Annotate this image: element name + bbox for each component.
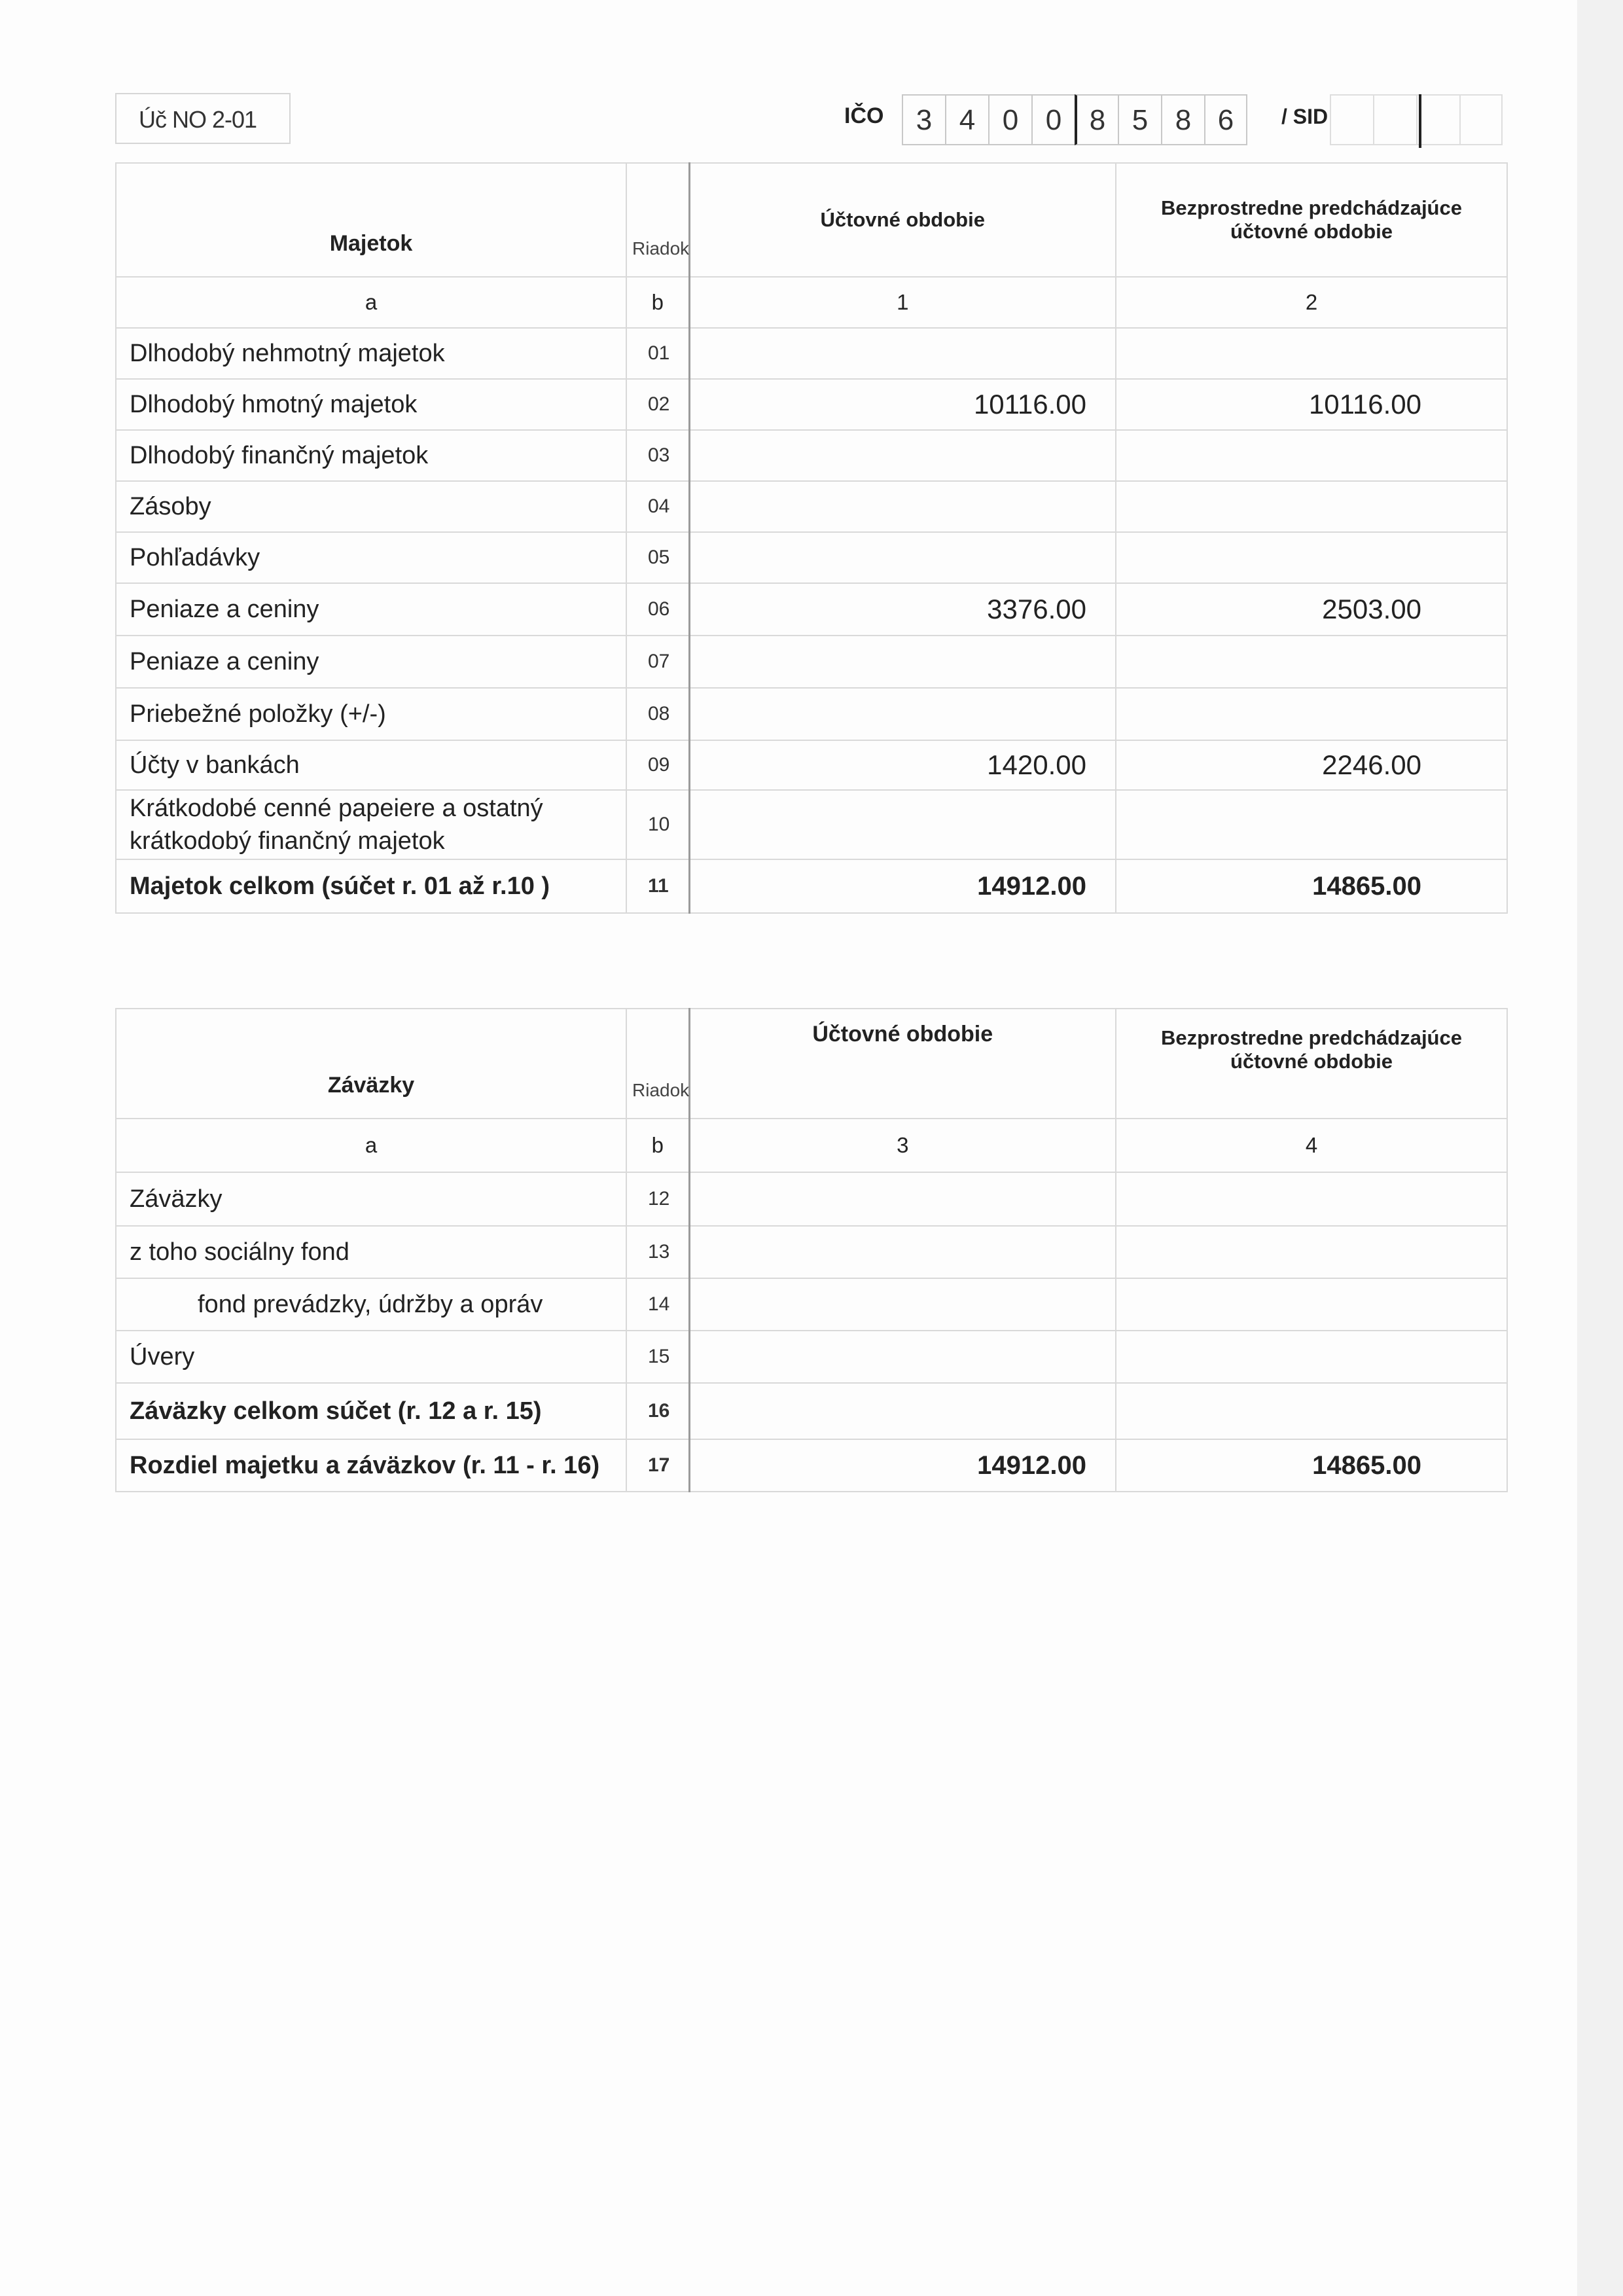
value-current: 3376.00 [689, 583, 1116, 636]
table-row [116, 379, 1507, 430]
col-letter: 4 [1116, 1119, 1507, 1172]
ico-digit: 4 [945, 94, 988, 145]
value-current [689, 1172, 1116, 1226]
value-previous [1116, 532, 1507, 583]
value-previous [1116, 481, 1507, 532]
sid-mark [1419, 94, 1421, 148]
total-row [116, 1439, 1507, 1492]
row-label: Dlhodobý nehmotný majetok [116, 328, 626, 379]
value-current [689, 1331, 1116, 1383]
row-label-line: Krátkodobé cenné papeiere a ostatný [130, 795, 543, 822]
sid-cell [1459, 94, 1503, 145]
ico-digit: 0 [988, 94, 1031, 145]
table-row [116, 790, 1507, 859]
table-row [116, 430, 1507, 481]
form-code: Úč NO 2-01 [115, 93, 291, 144]
assets-row-header: Riadok [626, 163, 689, 277]
col-letter: 1 [689, 277, 1116, 328]
assets-letter-row [116, 277, 1507, 328]
value-previous: 2503.00 [1116, 583, 1507, 636]
liabilities-col-previous: Bezprostredne predchádzajúce účtovné obdobie [1116, 1009, 1507, 1119]
table-row [116, 532, 1507, 583]
row-label [116, 790, 626, 859]
row-number: 15 [626, 1331, 689, 1383]
row-number: 12 [626, 1172, 689, 1226]
table-row [116, 1383, 1507, 1439]
ico-digit: 8 [1161, 94, 1204, 145]
liabilities-col-current: Účtovné obdobie [689, 1009, 1116, 1119]
value-current [689, 636, 1116, 688]
row-number: 16 [626, 1383, 689, 1439]
table-row [116, 1278, 1507, 1331]
row-number: 01 [626, 328, 689, 379]
col-letter: 2 [1116, 277, 1507, 328]
sid-label: / SID [1281, 105, 1329, 128]
row-label-line: krátkodobý finančný majetok [130, 827, 445, 855]
liabilities-title: Záväzky [116, 1009, 626, 1119]
row-number: 04 [626, 481, 689, 532]
liabilities-table [115, 1008, 1508, 1492]
value-current [689, 1383, 1116, 1439]
sid-cell [1373, 94, 1416, 145]
ico-digit: 5 [1118, 94, 1161, 145]
row-label: z toho sociálny fond [116, 1226, 626, 1278]
value-previous [1116, 430, 1507, 481]
assets-title: Majetok [116, 163, 626, 277]
assets-col-current: Účtovné obdobie [689, 163, 1116, 277]
value-previous: 10116.00 [1116, 379, 1507, 430]
row-label: Rozdiel majetku a záväzkov (r. 11 - r. 16) [116, 1439, 626, 1492]
liabilities-header-row [116, 1009, 1507, 1119]
col-letter: b [626, 1119, 689, 1172]
row-label: Dlhodobý hmotný majetok [116, 379, 626, 430]
ico-digits [902, 94, 1247, 145]
row-number: 13 [626, 1226, 689, 1278]
ico-label: IČO [844, 103, 884, 128]
table-row [116, 481, 1507, 532]
row-label: Dlhodobý finančný majetok [116, 430, 626, 481]
assets-header-row [116, 163, 1507, 277]
row-number: 03 [626, 430, 689, 481]
row-number: 09 [626, 740, 689, 790]
row-label: Majetok celkom (súčet r. 01 až r.10 ) [116, 859, 626, 913]
ico-digit: 8 [1075, 94, 1118, 145]
value-previous: 14865.00 [1116, 1439, 1507, 1492]
row-label: fond prevádzky, údržby a opráv [116, 1278, 626, 1331]
sid-boxes [1330, 94, 1503, 145]
value-current [689, 532, 1116, 583]
value-previous [1116, 1278, 1507, 1331]
total-row [116, 859, 1507, 913]
row-label: Peniaze a ceniny [116, 583, 626, 636]
sid-cell [1330, 94, 1373, 145]
value-previous: 2246.00 [1116, 740, 1507, 790]
row-label: Peniaze a ceniny [116, 636, 626, 688]
liabilities-letter-row [116, 1119, 1507, 1172]
value-current: 14912.00 [689, 859, 1116, 913]
row-label: Účty v bankách [116, 740, 626, 790]
page-edge [1577, 0, 1623, 2296]
row-number: 14 [626, 1278, 689, 1331]
row-number: 07 [626, 636, 689, 688]
ico-digit: 6 [1204, 94, 1247, 145]
value-previous [1116, 1383, 1507, 1439]
row-number: 08 [626, 688, 689, 740]
table-row [116, 688, 1507, 740]
value-previous: 14865.00 [1116, 859, 1507, 913]
row-label: Zásoby [116, 481, 626, 532]
col-letter: b [626, 277, 689, 328]
assets-table [115, 162, 1508, 914]
value-previous [1116, 636, 1507, 688]
row-number: 10 [626, 790, 689, 859]
col-letter: a [116, 1119, 626, 1172]
value-current: 10116.00 [689, 379, 1116, 430]
value-current [689, 790, 1116, 859]
ico-digit: 3 [902, 94, 945, 145]
value-current [689, 328, 1116, 379]
row-label: Priebežné položky (+/-) [116, 688, 626, 740]
value-previous [1116, 688, 1507, 740]
table-row [116, 1226, 1507, 1278]
table-row [116, 328, 1507, 379]
value-current [689, 1278, 1116, 1331]
value-previous [1116, 790, 1507, 859]
value-previous [1116, 1172, 1507, 1226]
value-current [689, 1226, 1116, 1278]
table-row [116, 1331, 1507, 1383]
value-previous [1116, 1226, 1507, 1278]
row-label: Úvery [116, 1331, 626, 1383]
value-current: 1420.00 [689, 740, 1116, 790]
liabilities-row-header: Riadok [626, 1009, 689, 1119]
value-current [689, 688, 1116, 740]
value-current: 14912.00 [689, 1439, 1116, 1492]
row-label: Záväzky [116, 1172, 626, 1226]
ico-digit: 0 [1031, 94, 1075, 145]
table-row [116, 740, 1507, 790]
col-letter: a [116, 277, 626, 328]
row-label: Záväzky celkom súčet (r. 12 a r. 15) [116, 1383, 626, 1439]
table-row [116, 583, 1507, 636]
row-number: 02 [626, 379, 689, 430]
value-previous [1116, 328, 1507, 379]
value-current [689, 481, 1116, 532]
row-number: 11 [626, 859, 689, 913]
row-number: 05 [626, 532, 689, 583]
row-label: Pohľadávky [116, 532, 626, 583]
row-number: 17 [626, 1439, 689, 1492]
value-previous [1116, 1331, 1507, 1383]
col-letter: 3 [689, 1119, 1116, 1172]
value-current [689, 430, 1116, 481]
table-row [116, 1172, 1507, 1226]
table-row [116, 636, 1507, 688]
row-number: 06 [626, 583, 689, 636]
sid-cell [1416, 94, 1459, 145]
assets-col-previous: Bezprostredne predchádzajúce účtovné obdobie [1116, 163, 1507, 277]
